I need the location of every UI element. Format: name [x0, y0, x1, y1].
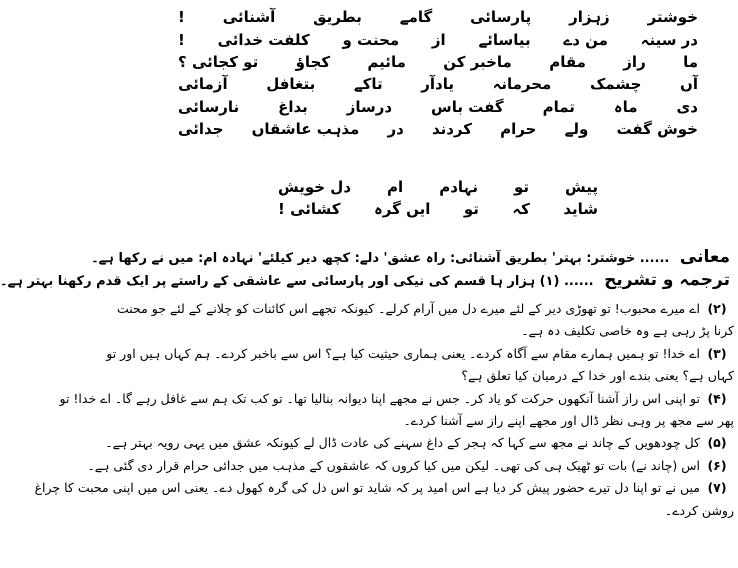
- verse-word: تو: [463, 200, 479, 218]
- verse-word: ماہ: [613, 97, 638, 116]
- verse-word: جدائی: [178, 120, 224, 139]
- verse-word: تمام: [542, 97, 575, 116]
- item-number: (۳): [707, 345, 727, 361]
- meanings-text: خوشتر: بہتر' بطریق آشنائی: راہ عشق' دلے: کچھ دیر کیلئے' نہادہ ام: میں نے رکھا ہے۔: [91, 251, 636, 266]
- list-item-continued: [144, 500, 734, 522]
- verse-word: !: [178, 30, 185, 49]
- item-text: پھر سے مجھ پر وہی نظر ڈال اور مجھے اپنے راز سے آشنا کردے۔: [403, 413, 734, 429]
- poem-verse: [178, 118, 698, 140]
- verse-word: آزمائی: [178, 75, 228, 94]
- verse-word: تو: [513, 178, 530, 196]
- translation-dots: ......: [563, 274, 594, 289]
- verse-word: ماخبر کن: [443, 52, 512, 71]
- poem: [178, 6, 698, 140]
- verse-word: خوشتر: [647, 8, 698, 27]
- item-number: (۲): [707, 301, 727, 316]
- item-text: کرنا پڑ رہی ہے وہ خاصی تکلیف دہ ہے۔: [521, 323, 734, 339]
- verse-word: محنت و: [342, 30, 400, 49]
- verse-word: ولے: [564, 120, 589, 139]
- verse-word: مقام: [549, 52, 586, 71]
- verse-word: در: [387, 120, 404, 139]
- item-number: (۵): [707, 435, 727, 451]
- verse-word: نارسائی: [178, 97, 240, 116]
- verse-word: در سینہ: [640, 30, 698, 49]
- list-item: [34, 477, 734, 499]
- verse-word: پارسائی: [470, 8, 532, 27]
- verse-word: آشنائی: [222, 8, 276, 27]
- item-text: تو اپنی اس راز آشنا آنکھوں حرکت کو یاد کر۔ جس نے مجھے اپنا دیوانہ بنالیا تھا۔ تو کب تک ہم سے غافل رہے گا۔ اے خدا! تو: [59, 390, 700, 406]
- couplet-line: [278, 176, 598, 198]
- poem-couplet: [278, 176, 598, 220]
- list-item: [116, 298, 734, 320]
- verse-word: ایں گرہ: [374, 200, 431, 218]
- verse-word: تو کجائی ؟: [178, 52, 259, 71]
- verse-word: شاید: [563, 200, 598, 218]
- verse-word: مذہب عاشقاں: [251, 120, 360, 139]
- meanings-dots: ......: [639, 251, 670, 266]
- list-item-continued: [144, 410, 734, 432]
- item-number: (۶): [707, 457, 727, 473]
- translation-label: ترجمہ و تشریح: [604, 270, 730, 290]
- verse-word: نہادم: [439, 178, 478, 196]
- poem-verse: [178, 51, 698, 73]
- poem-verse: [178, 28, 698, 50]
- couplet-line: [278, 198, 598, 220]
- verse-word: بداغ: [278, 97, 308, 116]
- explanation-list: [34, 298, 734, 522]
- list-item: [106, 343, 734, 365]
- verse-word: بطریق: [313, 8, 362, 27]
- list-item: [59, 388, 734, 410]
- verse-word: بتغافل: [266, 75, 316, 94]
- item-text: اس (چاند نے) بات تو ٹھیک ہی کی تھی۔ لیکن میں کیا کروں کہ عاشقوں کے مذہب میں جدائی حرام قرار دی گئی ہے۔: [87, 457, 700, 473]
- item-number: (۴): [707, 390, 727, 406]
- verse-word: !: [178, 8, 185, 27]
- item-text: روشن کردے۔: [664, 502, 734, 518]
- verse-word: کہ: [512, 200, 530, 218]
- verse-word: خوش گفت: [616, 120, 698, 139]
- translation-section: [0, 270, 730, 292]
- verse-word: کردند: [431, 120, 472, 139]
- poem-verse: [178, 96, 698, 118]
- verse-word: درساز: [346, 97, 393, 116]
- verse-word: تاکے: [353, 75, 383, 94]
- verse-word: چشمک: [589, 75, 642, 94]
- verse-word: من دے: [563, 30, 608, 49]
- verse-word: کجاؤ: [295, 52, 331, 71]
- verse-word: زہزار: [569, 8, 610, 27]
- verse-word: ام: [387, 178, 404, 196]
- item-text: میں نے تو اپنا دل تیرے حضور پیش کر دیا ہے اس امید پر کہ شاید تو اس دل کی گرہ کھول دے۔ یعنی اس میں اپنی محبت کا چراغ: [34, 480, 700, 496]
- verse-word: دی: [676, 97, 698, 116]
- translation-text: (۱) ہزار ہا قسم کی نیکی اور پارسائی سے عاشقی کے راستے پر ایک قدم رکھنا بہتر ہے۔: [0, 274, 560, 289]
- verse-word: کلفت خدائی: [217, 30, 310, 49]
- verse-word: دل خویش: [278, 178, 352, 196]
- verse-word: حرام: [500, 120, 537, 139]
- verse-word: پیش: [565, 178, 598, 196]
- item-text: اے میرے محبوب! تو تھوڑی دیر کے لئے میرے دل میں آرام کرلے۔ کیونکہ تجھے اس کائنات کو چلانے کے لئے جو محنت: [116, 301, 700, 316]
- verse-word: راز: [623, 52, 646, 71]
- meanings-section: [91, 247, 730, 269]
- verse-word: از: [431, 30, 446, 49]
- list-item-continued: [144, 320, 734, 342]
- meanings-label: معانی: [679, 247, 730, 267]
- verse-word: ما: [683, 52, 698, 71]
- verse-word: بیاسائے: [478, 30, 531, 49]
- verse-word: گامے: [399, 8, 433, 27]
- list-item: [87, 455, 734, 477]
- verse-word: گفت باس: [431, 97, 504, 116]
- item-text: کل چودھویں کے چاند نے مجھ سے کہا کہ ہجر کے داغ سہنے کی عادت ڈال لے کیونکہ عشق میں یہی رویہ بہتر ہے۔: [105, 435, 700, 451]
- verse-word: محرمانہ: [492, 75, 552, 94]
- verse-word: مائیم: [367, 52, 406, 71]
- verse-word: آں: [680, 75, 698, 94]
- item-number: (۷): [707, 480, 727, 496]
- poem-verse: [178, 73, 698, 95]
- list-item-continued: [144, 365, 734, 387]
- list-item: [105, 432, 734, 454]
- item-text: اے خدا! تو ہمیں ہمارے مقام سے آگاہ کردے۔ یعنی ہماری حیثیت کیا ہے؟ اس سے باخبر کردے۔ ہم کہاں ہیں اور تو: [106, 345, 700, 361]
- item-text: کہاں ہے؟ یعنی بندے اور خدا کے درمیان کیا تعلق ہے؟: [461, 368, 734, 384]
- verse-word: کشائی !: [278, 200, 341, 218]
- verse-word: یادآر: [421, 75, 454, 94]
- poem-verse: [178, 6, 698, 28]
